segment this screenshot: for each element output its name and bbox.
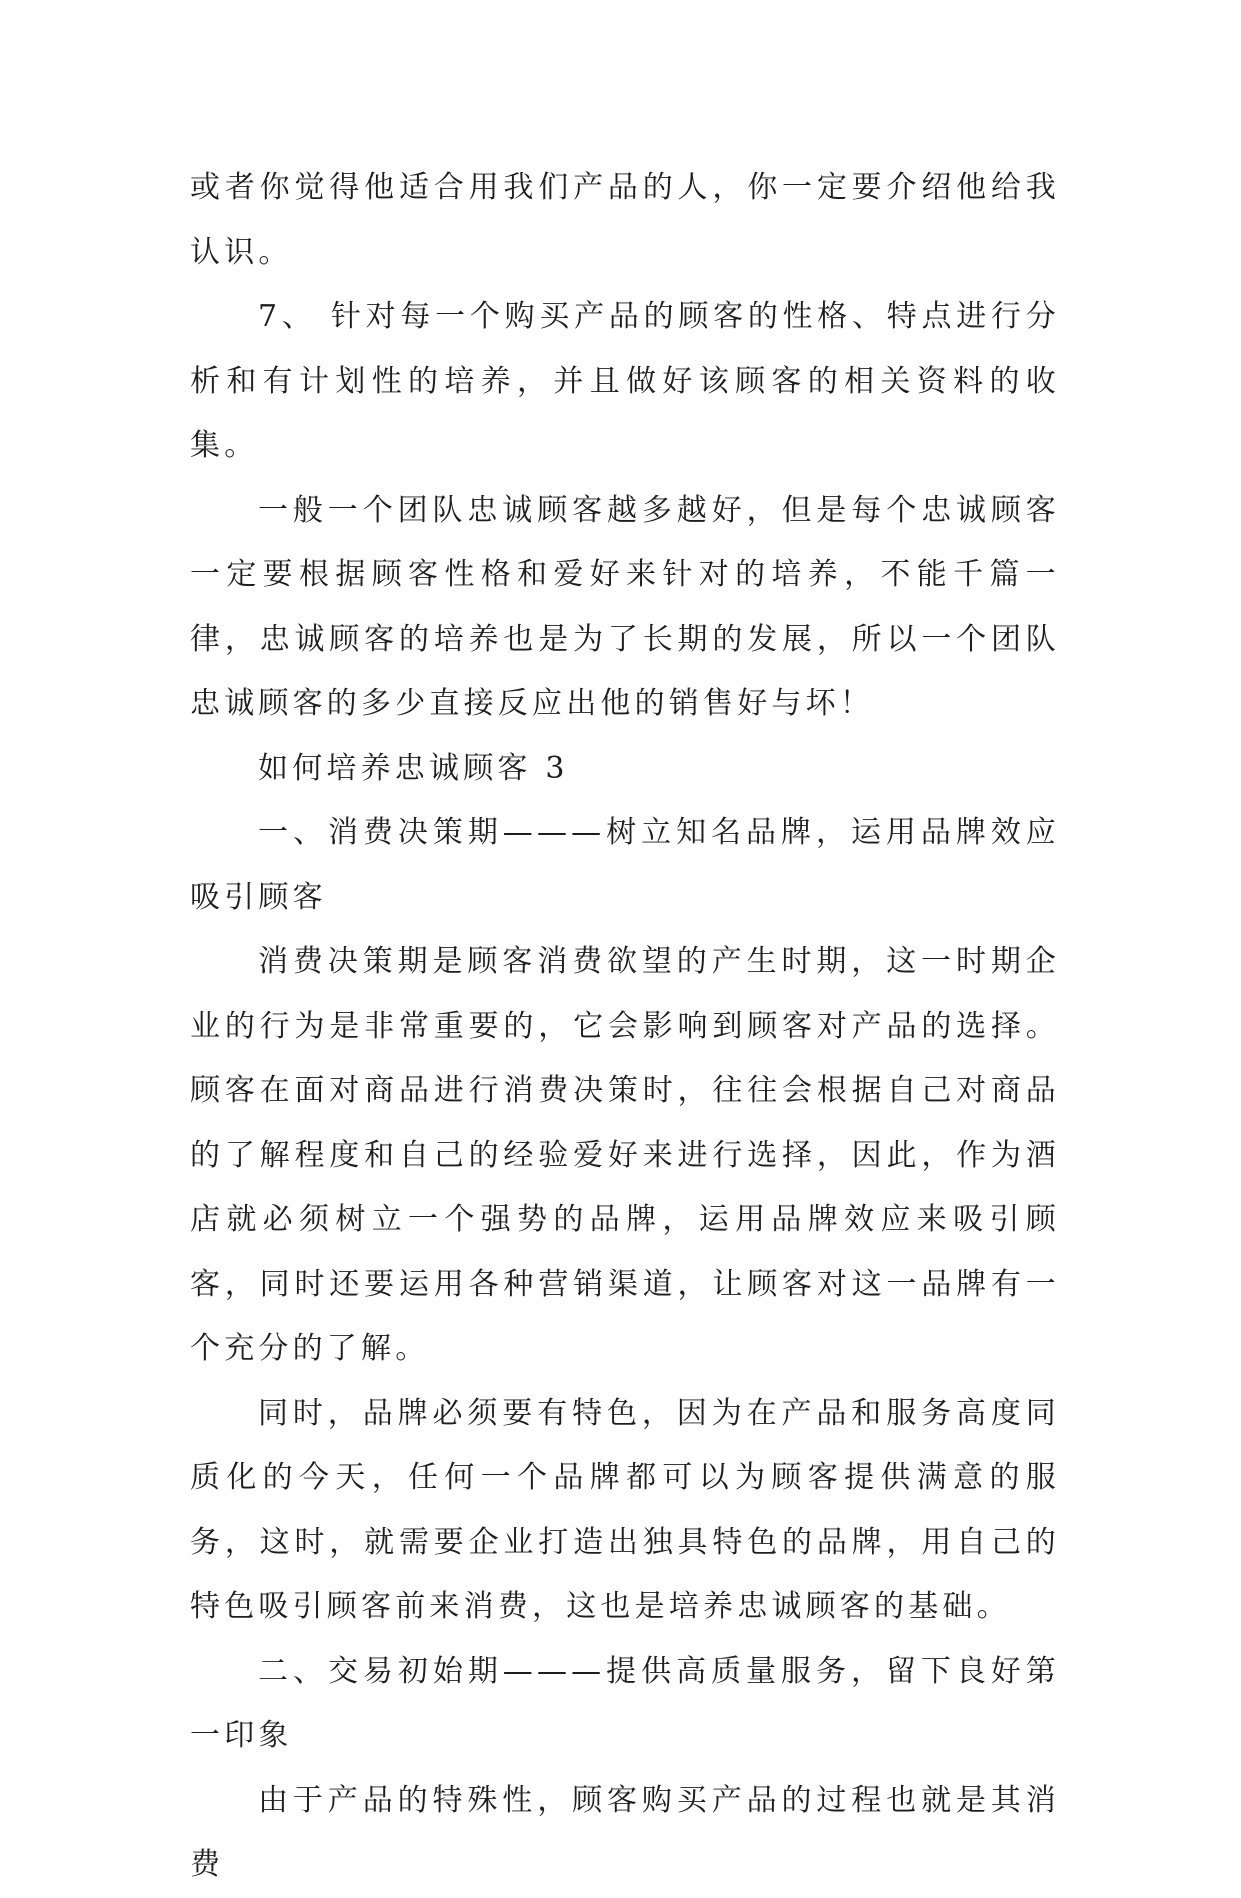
subheading-1: 一、消费决策期———树立知名品牌，运用品牌效应吸引顾客 [190,815,1060,915]
paragraph-1: 或者你觉得他适合用我们产品的人，你一定要介绍他给我认识。 [190,170,1060,270]
paragraph-6: 由于产品的特殊性，顾客购买产品的过程也就是其消费 [190,1782,1060,1882]
subheading-2: 二、交易初始期———提供高质量服务，留下良好第一印象 [190,1653,1060,1753]
paragraph-4: 消费决策期是顾客消费欲望的产生时期，这一时期企业的行为是非常重要的，它会影响到顾客对产品的选择。顾客在面对商品进行消费决策时，往往会根据自己对商品的了解程度和自己的经验爱好来进行选择，因此，作为酒店就必须树立一个强势的品牌，运用品牌效应来吸引顾客，同时还要运用各种营销渠道，让顾客对这一品牌有一个充分的了解。 [190,944,1060,1366]
document-body [190,156,1060,1898]
section-heading-3: 如何培养忠诚顾客 3 [258,750,569,786]
paragraph-2: 7、 针对每一个购买产品的顾客的性格、特点进行分析和有计划性的培养，并且做好该顾客的相关资料的收集。 [190,299,1060,463]
paragraph-5: 同时，品牌必须要有特色，因为在产品和服务高度同质化的今天，任何一个品牌都可以为顾客提供满意的服务，这时，就需要企业打造出独具特色的品牌，用自己的特色吸引顾客前来消费，这也是培养忠诚顾客的基础。 [190,1395,1060,1624]
paragraph-3: 一般一个团队忠诚顾客越多越好，但是每个忠诚顾客一定要根据顾客性格和爱好来针对的培养，不能千篇一律，忠诚顾客的培养也是为了长期的发展，所以一个团队忠诚顾客的多少直接反应出他的销售好与坏！ [190,492,1060,721]
